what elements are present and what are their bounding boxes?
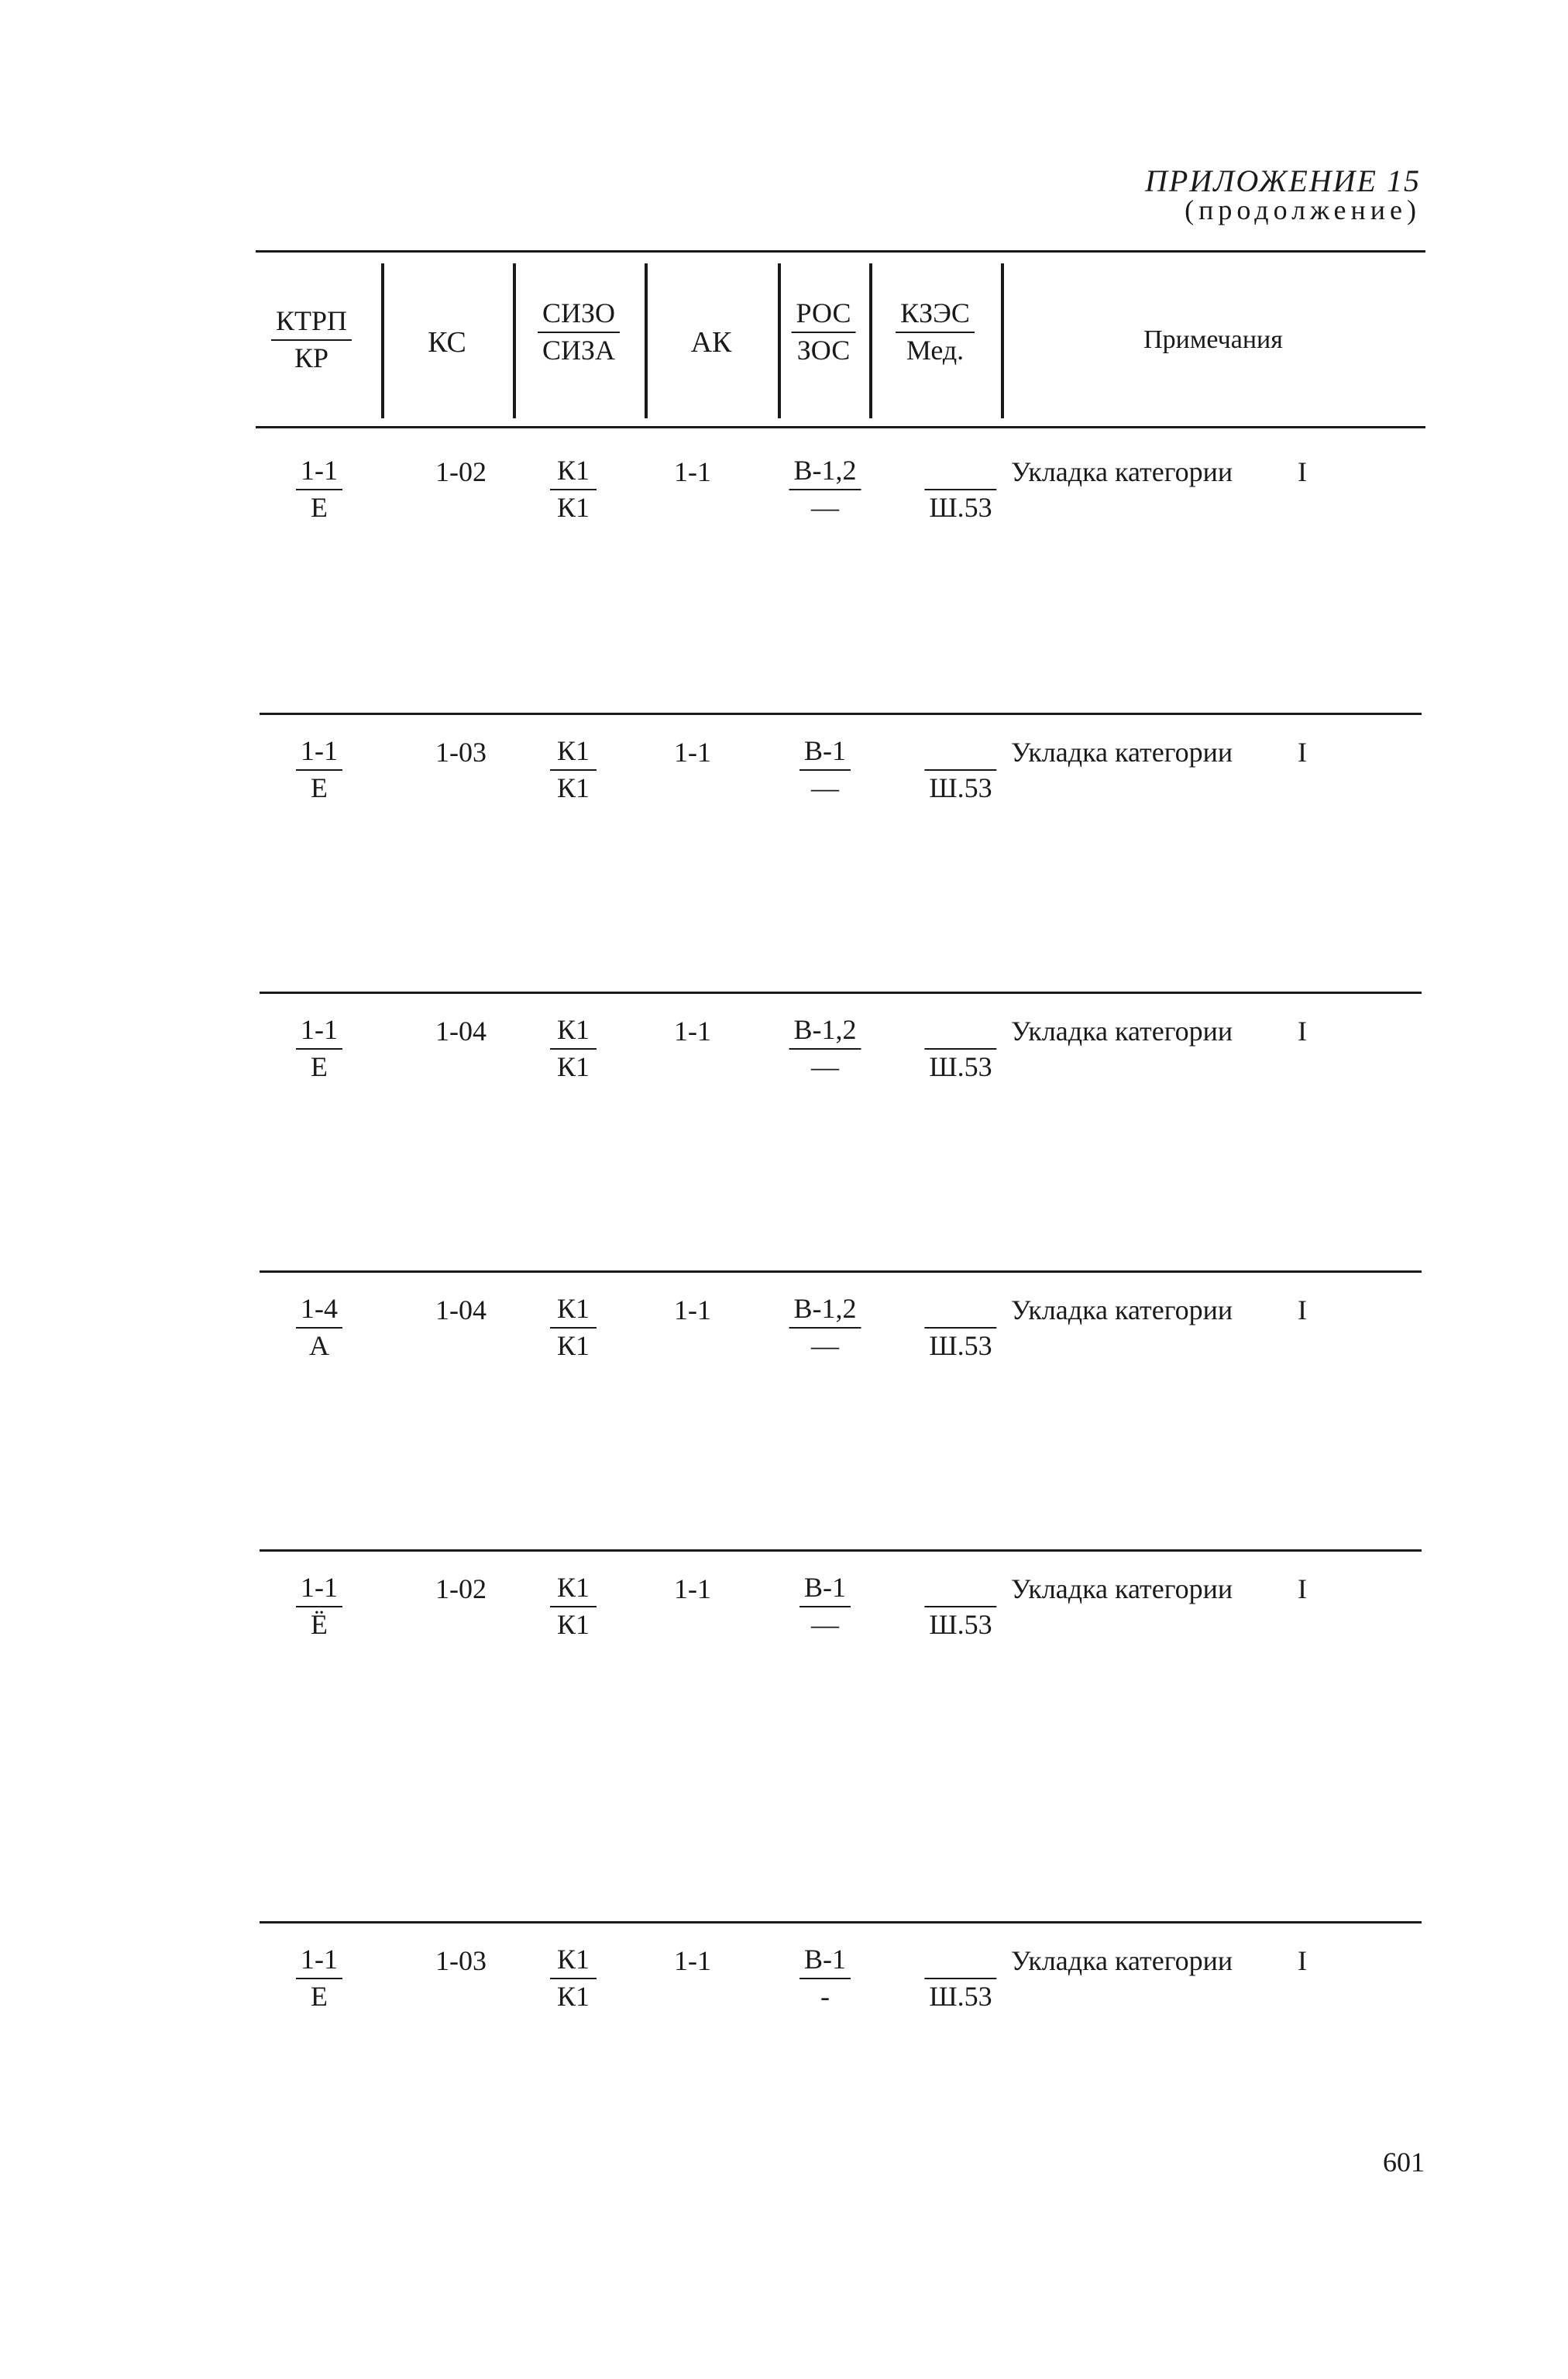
cell-kzes: Ш.53 <box>924 736 996 804</box>
cell-ks: 1-04 <box>435 1016 487 1047</box>
header-ak: АК <box>690 326 732 359</box>
cell-sizo: К1 К1 <box>550 456 597 524</box>
cell-ktrp: 1-1 Ё <box>296 1573 342 1641</box>
table-header-bottom-rule <box>256 426 1425 428</box>
col-divider <box>869 263 872 418</box>
row-separator-rule <box>260 713 1422 715</box>
page-number: 601 <box>1383 2147 1425 2178</box>
table-top-rule <box>256 250 1425 253</box>
cell-note: Укладка категории <box>1011 737 1233 768</box>
header-ros: РОС ЗОС <box>792 298 856 366</box>
cell-ros: В-1 — <box>799 736 851 804</box>
cell-ktrp: 1-1 Е <box>296 456 342 524</box>
cell-ak: 1-1 <box>674 1945 711 1976</box>
cell-ak: 1-1 <box>674 737 711 768</box>
cell-note: Укладка категории <box>1011 1573 1233 1604</box>
cell-ks: 1-03 <box>435 1945 487 1976</box>
cell-category: I <box>1298 1294 1307 1325</box>
cell-ak: 1-1 <box>674 1016 711 1047</box>
cell-kzes: Ш.53 <box>924 1573 996 1641</box>
cell-ks: 1-02 <box>435 456 487 487</box>
col-divider <box>645 263 648 418</box>
cell-sizo: К1 К1 <box>550 1573 597 1641</box>
cell-kzes: Ш.53 <box>924 1294 996 1362</box>
header-sizo: СИЗО СИЗА <box>538 298 620 366</box>
cell-ros: В-1 — <box>799 1573 851 1641</box>
col-divider <box>778 263 781 418</box>
cell-sizo: К1 К1 <box>550 1294 597 1362</box>
header-notes: Примечания <box>1143 325 1283 354</box>
row-separator-rule <box>260 992 1422 994</box>
row-separator-rule <box>260 1549 1422 1552</box>
cell-kzes: Ш.53 <box>924 1015 996 1083</box>
cell-ktrp: 1-1 Е <box>296 1944 342 2013</box>
cell-category: I <box>1298 1945 1307 1976</box>
cell-kzes: Ш.53 <box>924 1944 996 2013</box>
cell-category: I <box>1298 737 1307 768</box>
cell-category: I <box>1298 456 1307 487</box>
cell-sizo: К1 К1 <box>550 1944 597 2013</box>
header-ks: КС <box>428 326 466 359</box>
cell-kzes: Ш.53 <box>924 456 996 524</box>
cell-ak: 1-1 <box>674 1294 711 1325</box>
cell-ks: 1-02 <box>435 1573 487 1604</box>
cell-sizo: К1 К1 <box>550 1015 597 1083</box>
header-kzes: КЗЭС Мед. <box>896 298 975 366</box>
cell-note: Укладка категории <box>1011 1016 1233 1047</box>
cell-ktrp: 1-1 Е <box>296 1015 342 1083</box>
cell-ks: 1-04 <box>435 1294 487 1325</box>
cell-category: I <box>1298 1016 1307 1047</box>
cell-ks: 1-03 <box>435 737 487 768</box>
cell-ros: В-1,2 — <box>789 1294 861 1362</box>
cell-ak: 1-1 <box>674 456 711 487</box>
cell-note: Укладка категории <box>1011 1945 1233 1976</box>
header-ktrp: КТРП КР <box>271 306 352 374</box>
cell-ros: В-1,2 — <box>789 1015 861 1083</box>
cell-sizo: К1 К1 <box>550 736 597 804</box>
row-separator-rule <box>260 1921 1422 1923</box>
cell-ros: В-1,2 — <box>789 456 861 524</box>
cell-note: Укладка категории <box>1011 1294 1233 1325</box>
cell-ros: В-1 - <box>799 1944 851 2013</box>
cell-category: I <box>1298 1573 1307 1604</box>
cell-ktrp: 1-4 А <box>296 1294 342 1362</box>
col-divider <box>381 263 384 418</box>
appendix-title: ПРИЛОЖЕНИЕ 15 <box>1145 163 1421 198</box>
cell-ktrp: 1-1 Е <box>296 736 342 804</box>
cell-note: Укладка категории <box>1011 456 1233 487</box>
col-divider <box>513 263 516 418</box>
appendix-subtitle: (продолжение) <box>1185 194 1421 225</box>
col-divider <box>1001 263 1004 418</box>
row-separator-rule <box>260 1270 1422 1273</box>
cell-ak: 1-1 <box>674 1573 711 1604</box>
